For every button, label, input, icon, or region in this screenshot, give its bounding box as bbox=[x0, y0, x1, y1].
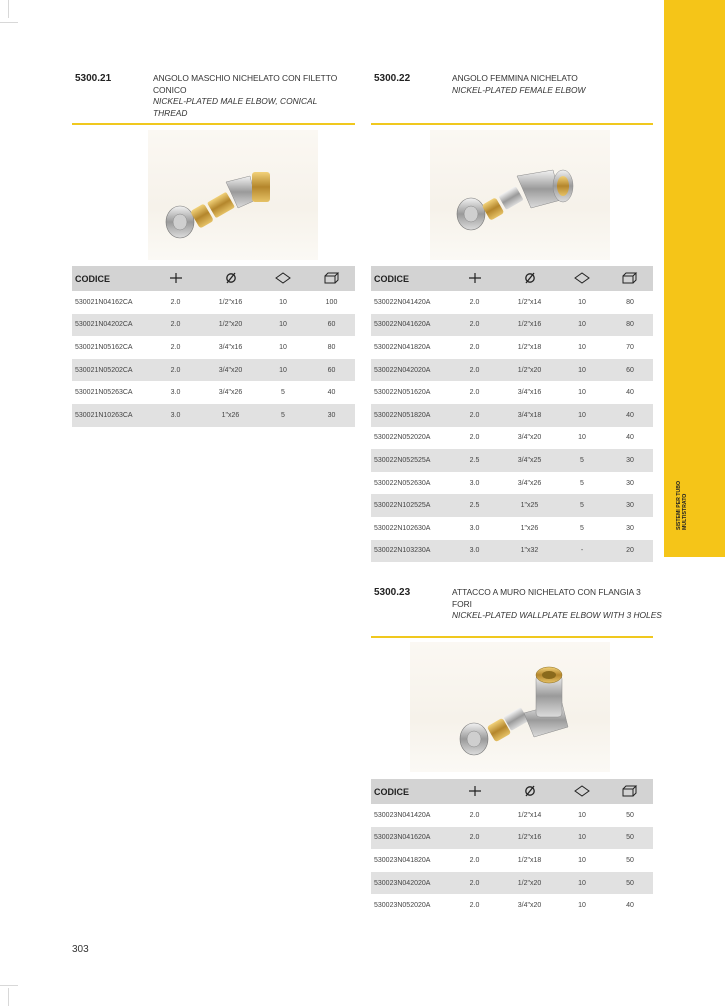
cell-box-large: 40 bbox=[607, 894, 653, 917]
table-row bbox=[72, 359, 355, 382]
cell-box-small: 10 bbox=[557, 427, 607, 450]
cell-box-large: 80 bbox=[607, 314, 653, 337]
cell-code: 530022N041620A bbox=[371, 314, 447, 337]
cell-size: 3/4"x16 bbox=[502, 381, 557, 404]
fitting-illustration bbox=[457, 170, 573, 230]
box-small-icon bbox=[557, 779, 607, 804]
table-row bbox=[72, 336, 355, 359]
cell-box-small: 10 bbox=[557, 336, 607, 359]
product-description bbox=[153, 73, 343, 119]
cell-box-large: 40 bbox=[607, 381, 653, 404]
cell-box-large: 50 bbox=[607, 872, 653, 895]
cell-code: 530022N052020A bbox=[371, 427, 447, 450]
table-header bbox=[72, 266, 355, 291]
crop-mark bbox=[0, 985, 18, 986]
table-row bbox=[371, 381, 653, 404]
title-english: NICKEL-PLATED WALLPLATE ELBOW WITH 3 HOLES bbox=[452, 610, 662, 620]
cell-code: 530023N052020A bbox=[371, 894, 447, 917]
cell-thickness: 2.0 bbox=[447, 804, 502, 827]
cell-code: 530023N042020A bbox=[371, 872, 447, 895]
fitting-illustration bbox=[460, 667, 568, 755]
cell-box-small: - bbox=[557, 540, 607, 563]
cell-box-small: 10 bbox=[258, 314, 308, 337]
product-table bbox=[371, 266, 653, 562]
table-row bbox=[371, 404, 653, 427]
cell-thickness: 2.0 bbox=[447, 314, 502, 337]
title-english: NICKEL-PLATED MALE ELBOW, CONICAL THREAD bbox=[153, 96, 318, 118]
cell-thickness: 2.0 bbox=[447, 827, 502, 850]
product-description bbox=[452, 587, 662, 622]
cell-size: 1/2"x20 bbox=[502, 359, 557, 382]
cell-thickness: 2.0 bbox=[148, 291, 203, 314]
cell-code: 530023N041820A bbox=[371, 849, 447, 872]
table-row bbox=[371, 872, 653, 895]
cell-box-small: 10 bbox=[557, 872, 607, 895]
cell-thickness: 3.0 bbox=[148, 381, 203, 404]
cell-thickness: 2.0 bbox=[148, 314, 203, 337]
table-row bbox=[371, 517, 653, 540]
cell-size: 1/2"x14 bbox=[502, 291, 557, 314]
side-tab-label: SISTEMI PER TUBO MULTISTRATO bbox=[676, 481, 688, 530]
cell-box-large: 60 bbox=[308, 359, 355, 382]
crop-mark bbox=[0, 22, 18, 23]
cell-code: 530022N102630A bbox=[371, 517, 447, 540]
cell-size: 3/4"x26 bbox=[502, 472, 557, 495]
section-divider bbox=[371, 123, 653, 125]
cell-box-large: 40 bbox=[308, 381, 355, 404]
thickness-icon bbox=[447, 266, 502, 291]
cell-thickness: 2.5 bbox=[447, 494, 502, 517]
diameter-icon bbox=[203, 266, 258, 291]
cell-code: 530022N041420A bbox=[371, 291, 447, 314]
box-large-icon bbox=[607, 266, 653, 291]
crop-mark bbox=[8, 988, 9, 1006]
cell-size: 1/2"x16 bbox=[502, 314, 557, 337]
header-codice: CODICE bbox=[72, 266, 148, 291]
cell-size: 1"x32 bbox=[502, 540, 557, 563]
cell-size: 3/4"x25 bbox=[502, 449, 557, 472]
cell-size: 1/2"x16 bbox=[502, 827, 557, 850]
table-row bbox=[371, 427, 653, 450]
cell-box-large: 20 bbox=[607, 540, 653, 563]
cell-box-large: 30 bbox=[607, 449, 653, 472]
cell-size: 1/2"x18 bbox=[502, 849, 557, 872]
cell-thickness: 2.0 bbox=[148, 336, 203, 359]
cell-box-small: 5 bbox=[557, 494, 607, 517]
cell-thickness: 2.0 bbox=[447, 381, 502, 404]
cell-code: 530021N04162CA bbox=[72, 291, 148, 314]
diameter-icon bbox=[502, 266, 557, 291]
cell-box-large: 60 bbox=[308, 314, 355, 337]
cell-box-small: 10 bbox=[557, 849, 607, 872]
title-italian: ANGOLO MASCHIO NICHELATO CON FILETTO CONICO bbox=[153, 73, 338, 95]
cell-box-large: 60 bbox=[607, 359, 653, 382]
cell-box-large: 30 bbox=[607, 472, 653, 495]
cell-thickness: 2.0 bbox=[447, 404, 502, 427]
cell-code: 530022N051620A bbox=[371, 381, 447, 404]
table-header bbox=[371, 266, 653, 291]
page-number: 303 bbox=[72, 944, 89, 955]
cell-code: 530022N042020A bbox=[371, 359, 447, 382]
cell-box-small: 10 bbox=[557, 894, 607, 917]
cell-code: 530021N05263CA bbox=[72, 381, 148, 404]
cell-size: 3/4"x18 bbox=[502, 404, 557, 427]
header-codice: CODICE bbox=[371, 266, 447, 291]
product-photo bbox=[410, 642, 610, 772]
cell-size: 3/4"x26 bbox=[203, 381, 258, 404]
cell-size: 1"x25 bbox=[502, 494, 557, 517]
cell-code: 530022N052630A bbox=[371, 472, 447, 495]
diameter-icon bbox=[502, 779, 557, 804]
table-row bbox=[371, 291, 653, 314]
cell-code: 530021N05202CA bbox=[72, 359, 148, 382]
table-header bbox=[371, 779, 653, 804]
cell-size: 1/2"x20 bbox=[203, 314, 258, 337]
cell-box-small: 10 bbox=[557, 359, 607, 382]
table-row bbox=[371, 804, 653, 827]
header-codice: CODICE bbox=[371, 779, 447, 804]
cell-box-small: 10 bbox=[557, 404, 607, 427]
product-code: 5300.22 bbox=[374, 73, 411, 84]
cell-thickness: 2.0 bbox=[447, 872, 502, 895]
table-row bbox=[72, 404, 355, 427]
cell-box-small: 5 bbox=[557, 517, 607, 540]
cell-size: 3/4"x16 bbox=[203, 336, 258, 359]
cell-thickness: 2.0 bbox=[447, 894, 502, 917]
box-large-icon bbox=[308, 266, 355, 291]
cell-thickness: 2.0 bbox=[447, 849, 502, 872]
table-row bbox=[371, 359, 653, 382]
cell-thickness: 3.0 bbox=[447, 472, 502, 495]
cell-box-small: 10 bbox=[557, 291, 607, 314]
table-row bbox=[72, 314, 355, 337]
cell-box-large: 40 bbox=[607, 404, 653, 427]
cell-box-large: 40 bbox=[607, 427, 653, 450]
cell-code: 530022N052525A bbox=[371, 449, 447, 472]
cell-size: 3/4"x20 bbox=[502, 427, 557, 450]
fitting-illustration bbox=[166, 172, 270, 238]
cell-thickness: 3.0 bbox=[447, 540, 502, 563]
cell-size: 1/2"x14 bbox=[502, 804, 557, 827]
cell-thickness: 2.0 bbox=[447, 291, 502, 314]
cell-size: 3/4"x20 bbox=[502, 894, 557, 917]
cell-box-small: 10 bbox=[258, 336, 308, 359]
cell-box-small: 5 bbox=[557, 472, 607, 495]
cell-thickness: 2.0 bbox=[447, 336, 502, 359]
product-photo bbox=[430, 130, 610, 260]
table-row bbox=[371, 540, 653, 563]
cell-box-large: 50 bbox=[607, 827, 653, 850]
cell-code: 530021N04202CA bbox=[72, 314, 148, 337]
cell-box-large: 50 bbox=[607, 804, 653, 827]
thickness-icon bbox=[447, 779, 502, 804]
cell-code: 530022N103230A bbox=[371, 540, 447, 563]
product-code: 5300.21 bbox=[75, 73, 112, 84]
cell-size: 1/2"x16 bbox=[203, 291, 258, 314]
box-small-icon bbox=[258, 266, 308, 291]
cell-box-small: 10 bbox=[258, 291, 308, 314]
cell-code: 530021N05162CA bbox=[72, 336, 148, 359]
cell-size: 1/2"x20 bbox=[502, 872, 557, 895]
section-divider bbox=[72, 123, 355, 125]
cell-box-small: 5 bbox=[258, 404, 308, 427]
cell-thickness: 3.0 bbox=[148, 404, 203, 427]
table-row bbox=[371, 472, 653, 495]
table-row bbox=[371, 894, 653, 917]
section-divider bbox=[371, 636, 653, 638]
cell-code: 530021N10263CA bbox=[72, 404, 148, 427]
cell-size: 3/4"x20 bbox=[203, 359, 258, 382]
box-small-icon bbox=[557, 266, 607, 291]
cell-box-small: 10 bbox=[557, 314, 607, 337]
side-tab bbox=[664, 0, 725, 557]
cell-thickness: 2.0 bbox=[447, 427, 502, 450]
cell-box-small: 5 bbox=[258, 381, 308, 404]
table-row bbox=[371, 336, 653, 359]
cell-box-small: 10 bbox=[557, 827, 607, 850]
table-row bbox=[371, 827, 653, 850]
cell-box-large: 30 bbox=[308, 404, 355, 427]
cell-size: 1"x26 bbox=[502, 517, 557, 540]
product-photo bbox=[148, 130, 318, 260]
title-italian: ATTACCO A MURO NICHELATO CON FLANGIA 3 FORI bbox=[452, 587, 641, 609]
cell-box-large: 30 bbox=[607, 517, 653, 540]
cell-box-large: 70 bbox=[607, 336, 653, 359]
cell-size: 1/2"x18 bbox=[502, 336, 557, 359]
cell-code: 530022N041820A bbox=[371, 336, 447, 359]
title-english: NICKEL-PLATED FEMALE ELBOW bbox=[452, 84, 586, 95]
cell-box-large: 50 bbox=[607, 849, 653, 872]
table-row bbox=[371, 494, 653, 517]
product-table bbox=[371, 779, 653, 917]
cell-thickness: 3.0 bbox=[447, 517, 502, 540]
cell-thickness: 2.0 bbox=[148, 359, 203, 382]
table-row bbox=[72, 381, 355, 404]
cell-thickness: 2.5 bbox=[447, 449, 502, 472]
cell-box-small: 10 bbox=[258, 359, 308, 382]
product-code: 5300.23 bbox=[374, 587, 411, 598]
cell-box-small: 5 bbox=[557, 449, 607, 472]
table-row bbox=[72, 291, 355, 314]
cell-code: 530023N041420A bbox=[371, 804, 447, 827]
title-italian: ANGOLO FEMMINA NICHELATO bbox=[452, 73, 578, 83]
cell-box-small: 10 bbox=[557, 804, 607, 827]
cell-code: 530022N102525A bbox=[371, 494, 447, 517]
box-large-icon bbox=[607, 779, 653, 804]
cell-thickness: 2.0 bbox=[447, 359, 502, 382]
product-table bbox=[72, 266, 355, 427]
table-row bbox=[371, 449, 653, 472]
table-row bbox=[371, 314, 653, 337]
crop-mark bbox=[8, 0, 9, 18]
cell-box-large: 80 bbox=[308, 336, 355, 359]
cell-box-large: 80 bbox=[607, 291, 653, 314]
cell-size: 1"x26 bbox=[203, 404, 258, 427]
thickness-icon bbox=[148, 266, 203, 291]
cell-box-small: 10 bbox=[557, 381, 607, 404]
cell-code: 530022N051820A bbox=[371, 404, 447, 427]
cell-code: 530023N041620A bbox=[371, 827, 447, 850]
cell-box-large: 30 bbox=[607, 494, 653, 517]
table-row bbox=[371, 849, 653, 872]
product-description bbox=[452, 73, 652, 96]
cell-box-large: 100 bbox=[308, 291, 355, 314]
